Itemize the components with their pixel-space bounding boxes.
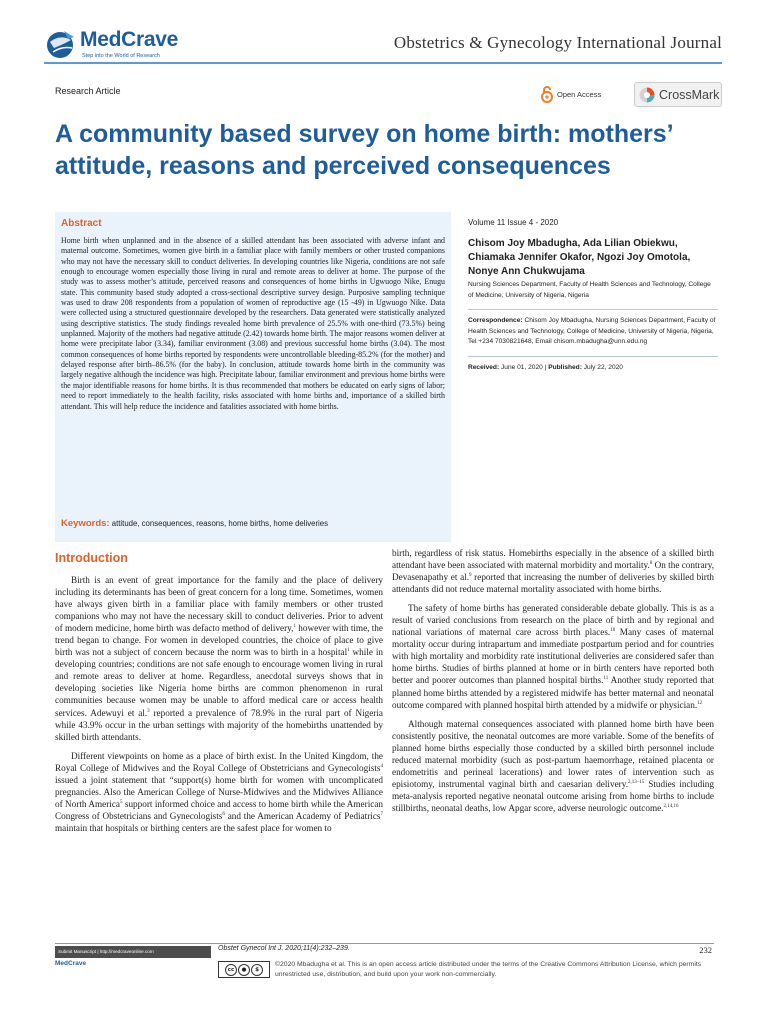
attribution-icon: ● bbox=[238, 964, 250, 976]
sidebar-divider bbox=[468, 356, 718, 357]
citation-ref[interactable]: 2,14,16 bbox=[663, 803, 679, 809]
noncommercial-icon: $ bbox=[251, 964, 263, 976]
citation-ref[interactable]: 6 bbox=[222, 811, 225, 817]
logo-name: MedCrave bbox=[80, 28, 178, 51]
received-date: June 01, 2020 bbox=[501, 363, 543, 371]
citation-ref[interactable]: 1 bbox=[347, 648, 350, 654]
citation-ref[interactable]: 4 bbox=[380, 763, 383, 769]
published-label: Published: bbox=[548, 363, 582, 371]
abstract-text: Home birth when unplanned and in the absence of a skilled attendant has been associated with adverse infant and maternal outcome. Sometimes, women give birth in a familiar place with family members or other trusted companions who may not have the necessary skill to conduct deliveries. In developing countries like Nigeria, conditions are not safe enough to encourage women especially those living in rural and remote areas to deliver at home. The purpose of the study was to assess mother’s attitude, perceived reasons and consequences of home births in Ugwuogo Nike, Enugu state. This community based study adopted a cross-sectional descriptive survey design. Purposive sampling technique was used to draw 208 respondents from a population of women of reproductive age (15 -49) in Ugwuogo Nike. Data were collected using a structured questionnaire developed by the researchers. Data generated were statistically analyzed using descriptive statistics. The study findings revealed home birth prevalence of 25.5% with one-third (73.5%) being unplanned. Majority of the mothers had negative attitude (2.42) towards home birth. The major reasons women deliver at home were precipitate labor (3.34), familiar environment (3.08) and previous successful home births (3.04). The most common consequences of home births reported by respondents were uncontrollable bleeding-85.2% (for the mother) and delayed response after birth–86.5% (for the baby). In conclusion, attitude towards home birth in the community was largely negative although the incidence was high. Precipitate labour, familiar environment and previous home births were the major identifiable reasons for home births. It is thus recommended that mothers be educated on early signs of labor; need to report immediately to the health facility, risks associated with home births and, importance of a skilled birth attendant. This will help reduce the incidence and fatalities associated with home births. bbox=[61, 236, 445, 411]
citation-ref[interactable]: 3 bbox=[147, 708, 150, 714]
article-info-sidebar bbox=[468, 218, 718, 373]
citation-ref[interactable]: 2,13–15 bbox=[628, 779, 645, 785]
medcrave-globe-icon bbox=[44, 28, 78, 60]
received-label: Received: bbox=[468, 363, 500, 371]
citation-ref[interactable]: 1 bbox=[293, 624, 296, 630]
crossmark-label: CrossMark bbox=[659, 87, 720, 102]
open-access-lock-icon bbox=[540, 85, 554, 103]
volume-issue: Volume 11 Issue 4 - 2020 bbox=[468, 218, 559, 227]
cc-icon: cc bbox=[225, 964, 237, 976]
introduction-heading: Introduction bbox=[55, 551, 128, 565]
abstract-panel bbox=[55, 212, 451, 542]
citation-ref[interactable]: 11 bbox=[603, 676, 609, 682]
article-title: A community based survey on home birth: mothers’ attitude, reasons and perceived consequences bbox=[55, 120, 673, 180]
medcrave-logo[interactable] bbox=[44, 26, 194, 66]
logo-tagline: Step into the World of Research bbox=[82, 53, 160, 59]
crossmark-icon bbox=[639, 87, 655, 103]
correspondence-label: Correspondence: bbox=[468, 317, 523, 325]
footer-logo: MedCrave bbox=[55, 960, 87, 967]
submit-manuscript-link[interactable]: Submit Manuscript | http://medcraveonline.com bbox=[55, 946, 211, 958]
article-dates: Received: June 01, 2020 | Published: July 22, 2020 bbox=[468, 363, 623, 371]
citation-ref[interactable]: 8 bbox=[649, 560, 653, 566]
body-paragraph: birth, regardless of risk status. Homebirths especially in the absence of a skilled birth attendant have been associated with maternal morbidity and mortality.$^8$ On the contrary, Devasenapathy et al.$^9$ reported that increasing the number of deliveries by skilled birth attendants did not reduce maternal mortality associated with home births. bbox=[392, 548, 715, 595]
crossmark-button[interactable] bbox=[634, 82, 722, 107]
body-paragraph: The safety of home births has generated considerable debate globally. This is as a result of varied conclusions from research on the place of birth and by regional and national variations of maternal care across birth places.$^{10}$ Many cases of maternal mortality occur during intrapartum and immediate postpartum period and for countries with high mortality and morbidity rate institutional deliveries are considered safer than home births. Studies of births planned at home or in birth centers have reported both better and poorer outcomes than planned hospital births.$^{11}$ Another study reported that planned home births attended by a registered midwife has better maternal and neonatal outcome compared with planned hospital birth attended by a midwife or physician.$^{12}$ bbox=[392, 603, 714, 710]
correspondence-text: Chisom Joy Mbadugha, Nursing Sciences Department, Faculty of Health Sciences and Technology, College of Medicine, University of Nigeria, Nigeria, bbox=[468, 317, 716, 335]
open-access-badge[interactable] bbox=[540, 84, 601, 104]
sidebar-divider bbox=[468, 309, 718, 310]
citation-ref[interactable]: 5 bbox=[120, 799, 123, 805]
page-header bbox=[0, 0, 768, 70]
citation-ref[interactable]: 10 bbox=[610, 628, 616, 634]
keywords-label: Keywords: bbox=[61, 518, 110, 529]
journal-citation: Obstet Gynecol Int J. 2020;11(4):232‒239. bbox=[218, 945, 350, 952]
citation-ref[interactable]: 7 bbox=[380, 811, 383, 817]
footer-divider bbox=[55, 943, 714, 944]
body-paragraph: Birth is an event of great importance for the family and the place of delivery including its determinants has been of great concern for a long time. Sometimes, women have always given birth in a familiar place with family members or other trusted companions who may not have the necessary skill to conduct deliveries. Prior to advent of modern medicine, home birth was defacto method of delivery,$^1$ however with time, the trend began to change. For women in developed countries, the choice of place to give birth was not a subject of concern because the norm was to birth in a hospital$^1$ while in developing countries; conditions are not safe enough to encourage women living in rural and remote areas to deliver at home. Regardless, anecdotal surveys shows that in developing societies like Nigeria home births are common phenomenon in rural communities because women may be unable to afford medical care or access health services. Adewuyi et al.$^3$ reported a prevalence of 78.9% in the rural part of Nigeria while 43.9% occur in the urban settings with majority of the homebirths unattended by skilled birth attendants. bbox=[55, 575, 383, 742]
citation-ref[interactable]: 12 bbox=[697, 700, 703, 706]
correspondence bbox=[468, 316, 718, 348]
open-access-label: Open Access bbox=[557, 89, 602, 99]
header-divider bbox=[44, 62, 722, 64]
creative-commons-badge[interactable] bbox=[218, 961, 270, 978]
keywords-list: attitude, consequences, reasons, home births, home deliveries bbox=[111, 519, 329, 528]
license-text: ©2020 Mbadugha et al. This is an open access article distributed under the terms of the Creative Commons Attribution License, which permits unrestricted use, distribution, and build upon your work non-commercially. bbox=[275, 961, 702, 978]
body-column-right bbox=[392, 547, 714, 821]
published-date: July 22, 2020 bbox=[583, 363, 623, 371]
article-type: Research Article bbox=[55, 86, 121, 96]
body-paragraph: Different viewpoints on home as a place of birth exist. In the United Kingdom, the Royal College of Midwives and the Royal College of Obstetricians and Gynecologists$^4$ issued a joint statement that “support(s) home birth for women with uncomplicated pregnancies. Also the American College of Nurse-Midwives and the Midwives Alliance of North America$^5$ support informed choice and access to home birth while the American Congress of Obstetricians and Gynecologists$^6$ and the American Academy of Pediatrics$^7$ maintain that hospitals or birthing centers are the safest place for women to bbox=[55, 750, 383, 833]
journal-title[interactable]: Obstetrics & Gynecology International Journal bbox=[393, 33, 722, 52]
correspondence-contact[interactable]: Tel +234 7030821648, Email chisom.mbadugha@unn.edu.ng bbox=[468, 338, 648, 346]
body-column-left bbox=[55, 574, 383, 841]
body-paragraph: Although maternal consequences associated with planned home birth have been consistently positive, the neonatal outcomes are more variable. Some of the benefits of planned home births especially those conducted by a skilled birth personnel include reduced maternal morbidity (such as post-partum haemorrhage, retained placenta or endometritis and perineal lacerations) and lower rates of intervention such as episiotomy, instrumental vaginal birth and caesarian delivery.$^{2,13-15}$ Studies including meta-analysis reported negative neonatal outcome arising from home births to include stillbirths, neonatal deaths, low Apgar score, adverse neurologic outcome.$^{2,14,16}$ bbox=[392, 718, 714, 813]
keywords bbox=[61, 518, 445, 529]
citation-ref[interactable]: 9 bbox=[469, 573, 472, 579]
affiliation: Nursing Sciences Department, Faculty of Health Sciences and Technology, College of Medicine, University of Nigeria, Nigeria bbox=[468, 281, 711, 299]
author-list: Chisom Joy Mbadugha, Ada Lilian Obiekwu, Chiamaka Jennifer Okafor, Ngozi Joy Omotola, Nonye Ann Chukwujama bbox=[468, 238, 691, 277]
abstract-heading: Abstract bbox=[61, 218, 102, 229]
page-number: 232 bbox=[699, 945, 712, 955]
